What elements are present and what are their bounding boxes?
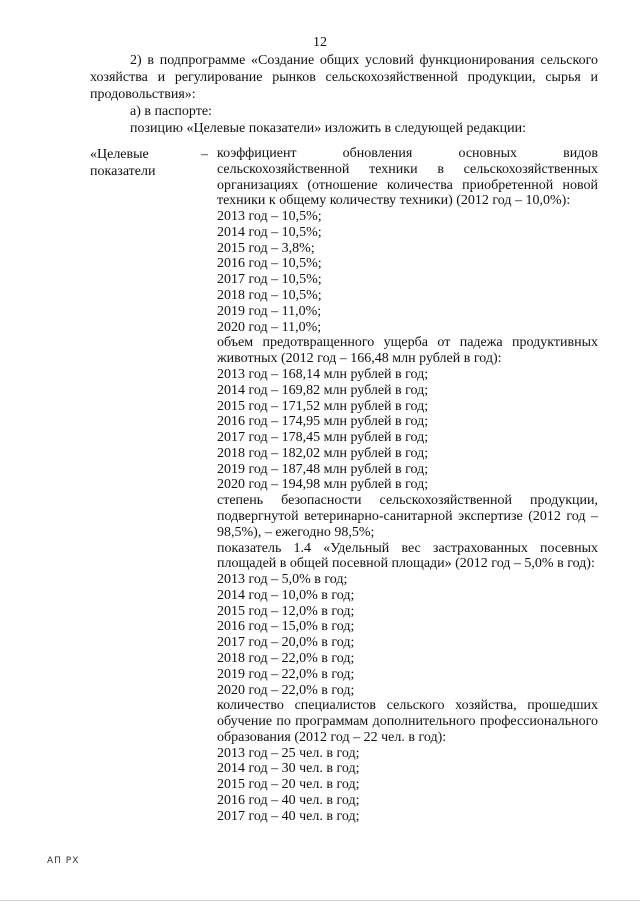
year-value: 2015 год – 171,52 млн рублей в год; [217,398,429,414]
year-value: 2019 год – 187,48 млн рублей в год; [217,461,429,477]
indicator-trained-specialists: количество специалистов сельского хозяйства, прошедших обучение по программам дополнительного профессионального образования (2012 год – 22 чел. в год): [217,698,598,745]
year-value: 2013 год – 168,14 млн рублей в год; [217,366,429,382]
year-value: 2020 год – 11,0%; [217,319,322,335]
indicator-prevented-damage: объем предотвращенного ущерба от падежа продуктивных животных (2012 год – 166,48 млн рублей в год): [217,335,598,367]
footer-mark: АП РХ [47,856,80,866]
year-value: 2013 год – 10,5%; [217,209,322,225]
year-value: 2015 год – 3,8%; [217,240,315,256]
indicator-product-safety: степень безопасности сельскохозяйственной продукции, подвергнутой ветеринарно-санитарной экспертизе (2012 год – 98,5%), – ежегодно 98,5%; [217,493,598,540]
year-value: 2014 год – 30 чел. в год; [217,761,360,777]
indicator-equipment-renewal: коэффициент обновления основных видов сельскохозяйственной техники в сельскохозяйственных организациях (отношение количества приобретенной новой техники к общему количеству техники) (2012 год – 10,0%): [217,146,598,209]
table-dash: – [201,147,208,162]
intro-text [90,52,598,137]
year-value: 2017 год – 20,0% в год; [217,635,355,651]
year-value: 2013 год – 25 чел. в год; [217,745,360,761]
table-label-cell: «Целевые показатели [90,147,156,179]
year-value: 2016 год – 10,5%; [217,256,322,272]
year-value: 2013 год – 5,0% в год; [217,572,348,588]
year-value: 2018 год – 10,5%; [217,288,322,304]
year-value: 2017 год – 40 чел. в год; [217,808,360,824]
indicator-insured-areas: показатель 1.4 «Удельный вес застрахованных посевных площадей в общей посевной площади» (2012 год – 5,0% в год): [217,540,598,572]
intro-paragraph-3: позицию «Целевые показатели» изложить в следующей редакции: [130,121,526,136]
table-content-cell [217,146,598,825]
year-value: 2018 год – 182,02 млн рублей в год; [217,445,429,461]
year-value: 2014 год – 10,5%; [217,224,322,240]
year-value: 2015 год – 20 чел. в год; [217,777,360,793]
year-value: 2014 год – 169,82 млн рублей в год; [217,382,429,398]
year-value: 2020 год – 22,0% в год; [217,682,355,698]
year-value: 2016 год – 174,95 млн рублей в год; [217,414,429,430]
page-bottom-divider [0,900,640,901]
page-number: 12 [313,35,327,50]
year-value: 2015 год – 12,0% в год; [217,603,355,619]
year-value: 2020 год – 194,98 млн рублей в год; [217,477,429,493]
year-value: 2016 год – 40 чел. в год; [217,793,360,809]
year-value: 2019 год – 22,0% в год; [217,666,355,682]
year-value: 2018 год – 22,0% в год; [217,651,355,666]
intro-paragraph-1: 2) в подпрограмме «Создание общих условий функционирования сельского хозяйства и регулирование рынков сельскохозяйственной продукции, сырья и продовольствия»: [90,53,598,102]
year-value: 2014 год – 10,0% в год; [217,587,355,603]
year-value: 2019 год – 11,0%; [217,303,322,319]
year-value: 2016 год – 15,0% в год; [217,619,355,635]
year-value: 2017 год – 10,5%; [217,272,322,288]
intro-paragraph-2: а) в паспорте: [130,104,212,119]
year-value: 2017 год – 178,45 млн рублей в год; [217,430,429,446]
